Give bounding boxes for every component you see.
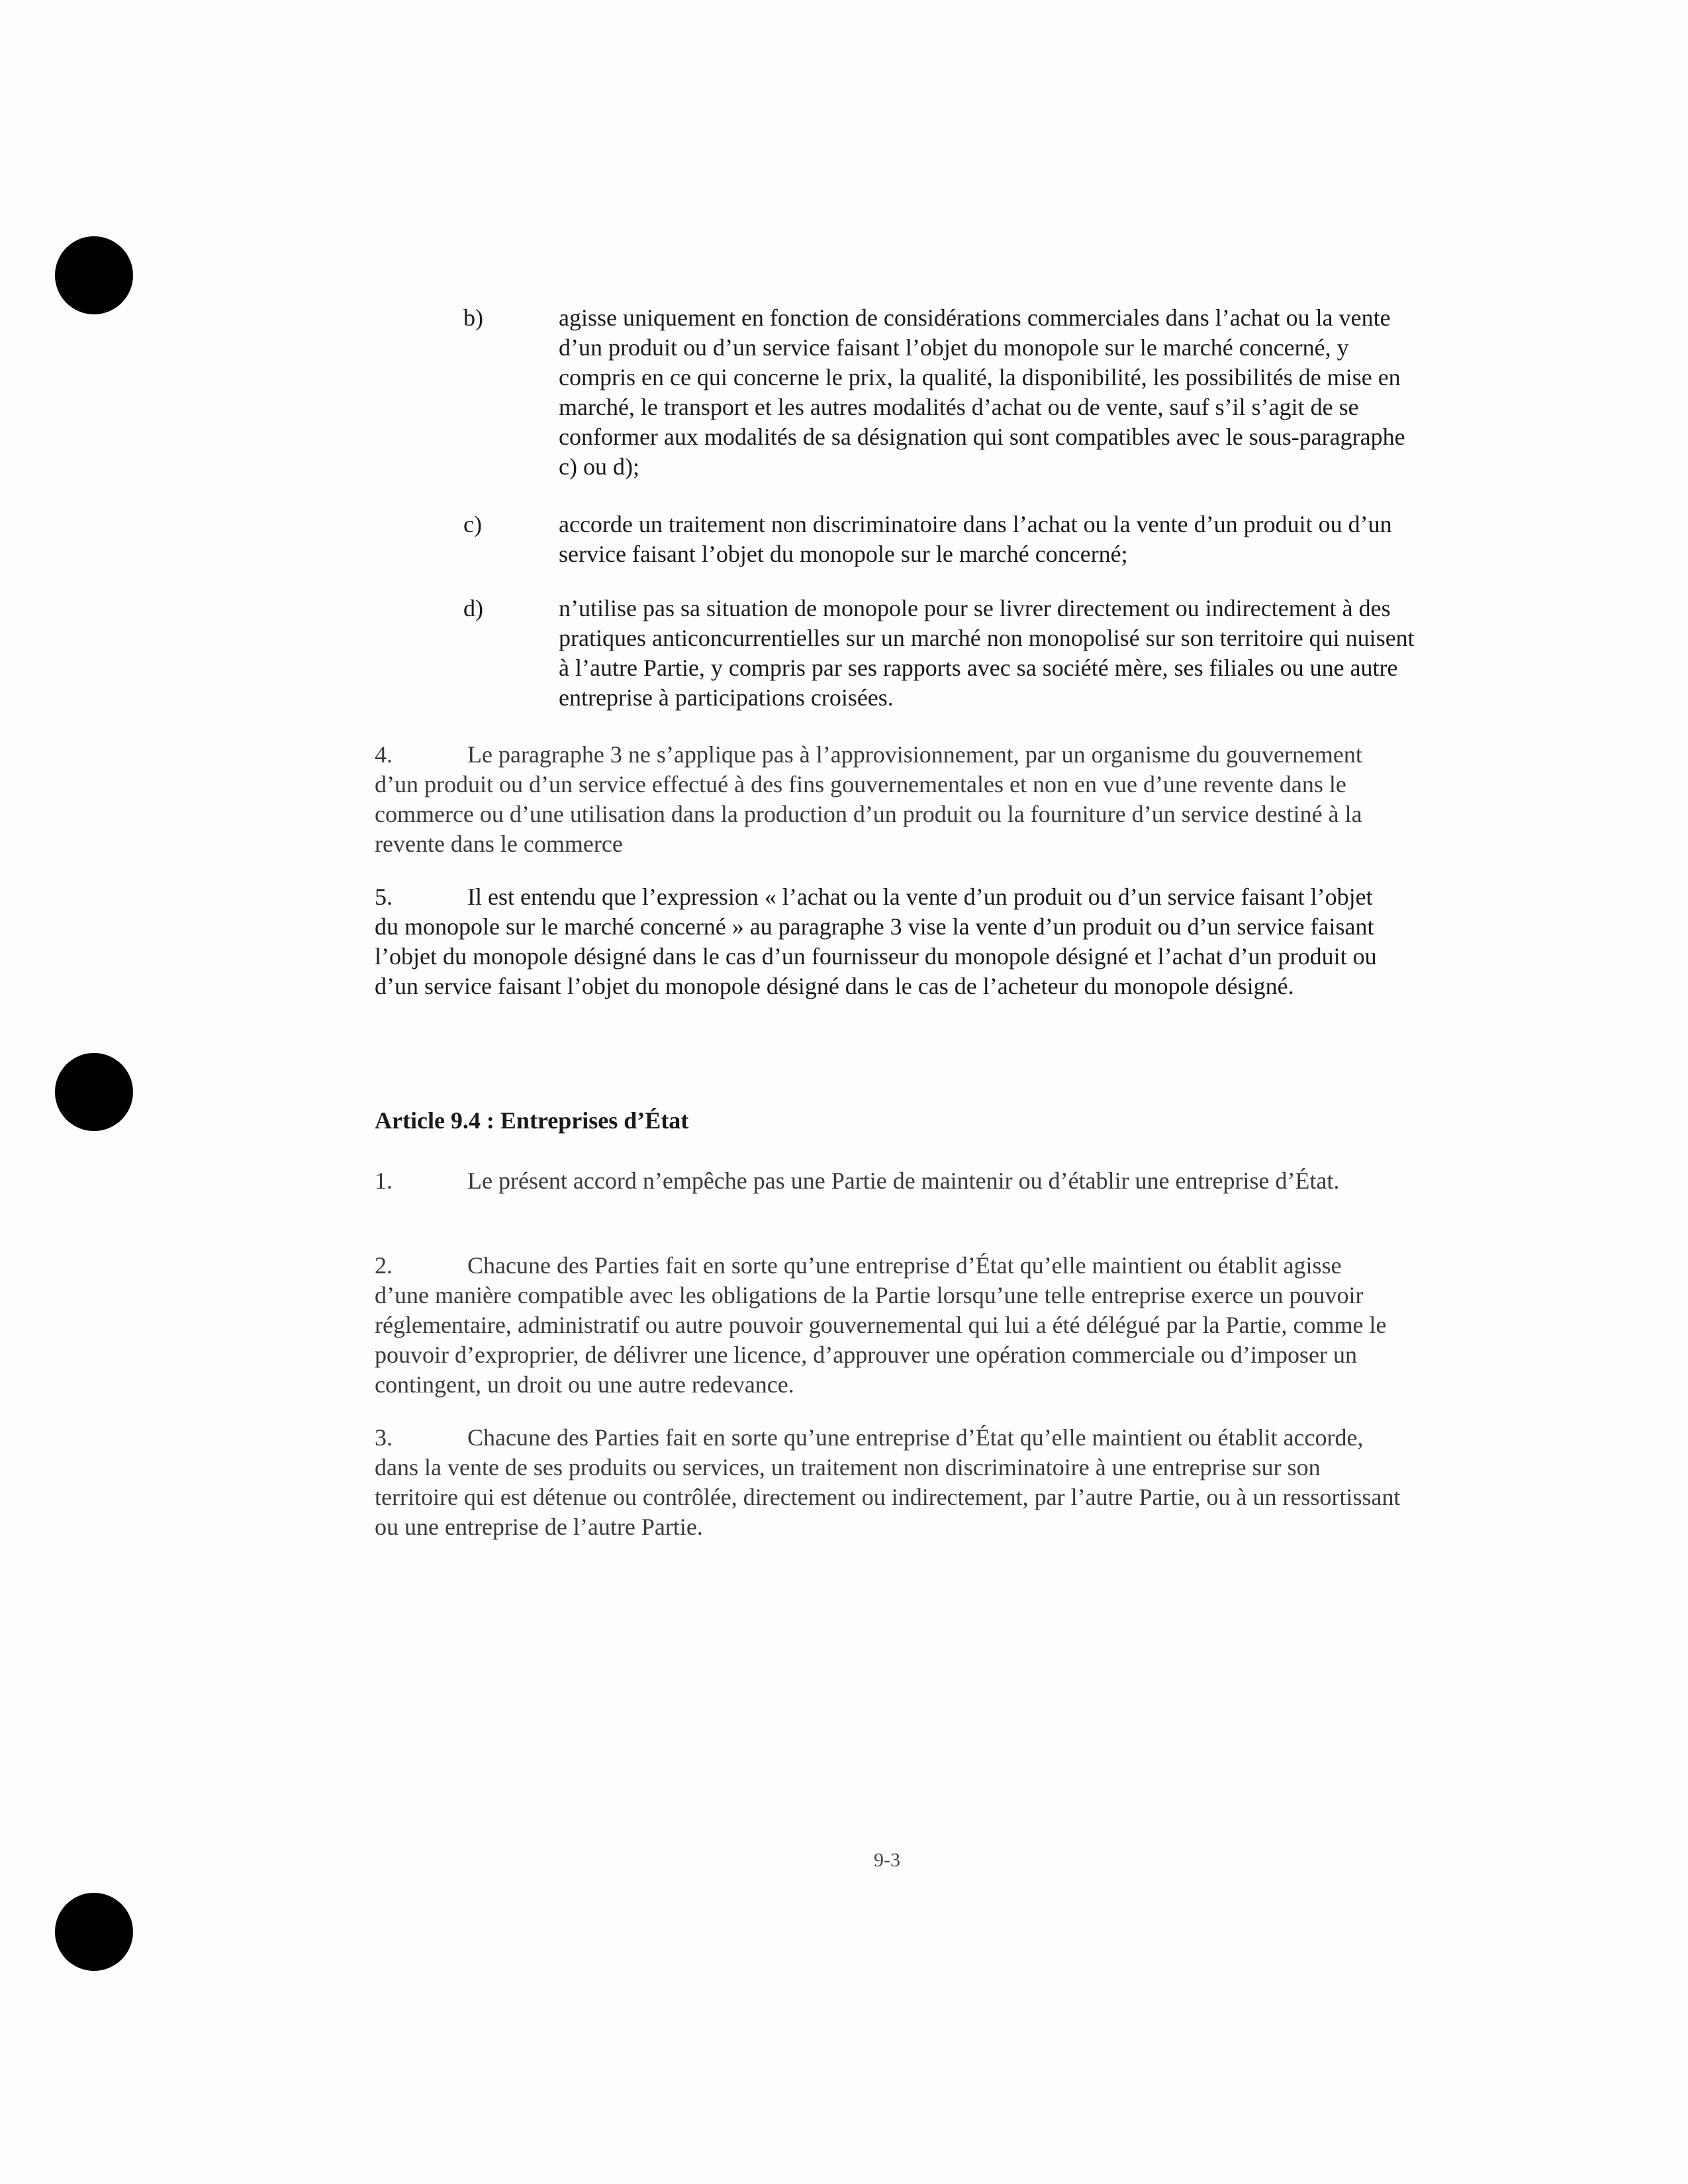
subparagraph-text: accorde un traitement non discriminatoire dans l’achat ou la vente d’un produit ou d’un service faisant l’objet du monopole sur le marché concerné; bbox=[559, 511, 1392, 567]
paragraph-number: 4. bbox=[375, 741, 393, 768]
paragraph-text: Il est entendu que l’expression « l’achat ou la vente d’un produit ou d’un service faisant l’objet du monopole sur le marché concerné » au paragraphe 3 vise la vente d’un produit ou d’un service faisant l’objet du monopole désigné dans le cas d’un fournisseur du monopole désigné et l’achat d’un produit ou d’un service faisant l’objet du monopole désigné dans le cas de l’acheteur du monopole désigné. bbox=[375, 884, 1377, 999]
page-number: 9-3 bbox=[874, 1849, 900, 1871]
subparagraph-c bbox=[463, 510, 1419, 569]
subparagraph-b bbox=[463, 303, 1419, 482]
paragraph-text: Chacune des Parties fait en sorte qu’une entreprise d’État qu’elle maintient ou établit accorde, dans la vente de ses produits ou services, un traitement non discriminatoire à une entreprise sur son territoire qui est détenue ou contrôlée, directement ou indirectement, par l’autre Partie, ou à un ressortissant ou une entreprise de l’autre Partie. bbox=[375, 1424, 1401, 1540]
subparagraph-text: n’utilise pas sa situation de monopole pour se livrer directement ou indirectement à des pratiques anticoncurrentielles sur un marché non monopolisé sur son territoire qui nuisent à l’autre Partie, y compris par ses rapports avec sa société mère, ses filiales ou une autre entreprise à participations croisées. bbox=[559, 595, 1415, 711]
subparagraph-text: agisse uniquement en fonction de considérations commerciales dans l’achat ou la vente d’un produit ou d’un service faisant l’objet du monopole sur le marché concerné, y compris en ce qui concerne le prix, la qualité, la disponibilité, les possibilités de mise en marché, le transport et les autres modalités d’achat ou de vente, sauf s’il s’agit de se conformer aux modalités de sa désignation qui sont compatibles avec le sous-paragraphe c) ou d); bbox=[559, 304, 1405, 480]
subparagraph-label: c) bbox=[463, 511, 482, 537]
punch-hole bbox=[55, 1893, 133, 1971]
article-heading: Article 9.4 : Entreprises d’État bbox=[375, 1107, 689, 1134]
paragraph-number: 2. bbox=[375, 1252, 393, 1279]
paragraph-number: 3. bbox=[375, 1424, 393, 1451]
punch-hole bbox=[55, 1053, 133, 1131]
paragraph-number: 5. bbox=[375, 884, 393, 910]
paragraph-4 bbox=[375, 740, 1401, 859]
subparagraph-label: d) bbox=[463, 595, 483, 621]
paragraph-number: 1. bbox=[375, 1167, 393, 1194]
paragraph-5 bbox=[375, 882, 1401, 1001]
article-paragraph-3 bbox=[375, 1423, 1401, 1542]
paragraph-text: Le paragraphe 3 ne s’applique pas à l’approvisionnement, par un organisme du gouvernement d’un produit ou d’un service effectué à des fins gouvernementales et non en vue d’une revente dans le commerce ou d’une utilisation dans la production d’un produit ou la fourniture d’un service destiné à la revente dans le commerce bbox=[375, 741, 1362, 857]
subparagraph-d bbox=[463, 594, 1419, 713]
article-paragraph-1 bbox=[375, 1166, 1401, 1196]
paragraph-text: Chacune des Parties fait en sorte qu’une entreprise d’État qu’elle maintient ou établit agisse d’une manière compatible avec les obligations de la Partie lorsqu’une telle entreprise exerce un pouvoir réglementaire, administratif ou autre pouvoir gouvernemental qui lui a été délégué par la Partie, comme le pouvoir d’exproprier, de délivrer une licence, d’approuver une opération commerciale ou d’imposer un contingent, un droit ou une autre redevance. bbox=[375, 1252, 1387, 1398]
subparagraph-label: b) bbox=[463, 304, 483, 331]
punch-hole bbox=[55, 236, 133, 314]
paragraph-text: Le présent accord n’empêche pas une Partie de maintenir ou d’établir une entreprise d’État. bbox=[467, 1167, 1340, 1194]
article-paragraph-2 bbox=[375, 1251, 1401, 1400]
